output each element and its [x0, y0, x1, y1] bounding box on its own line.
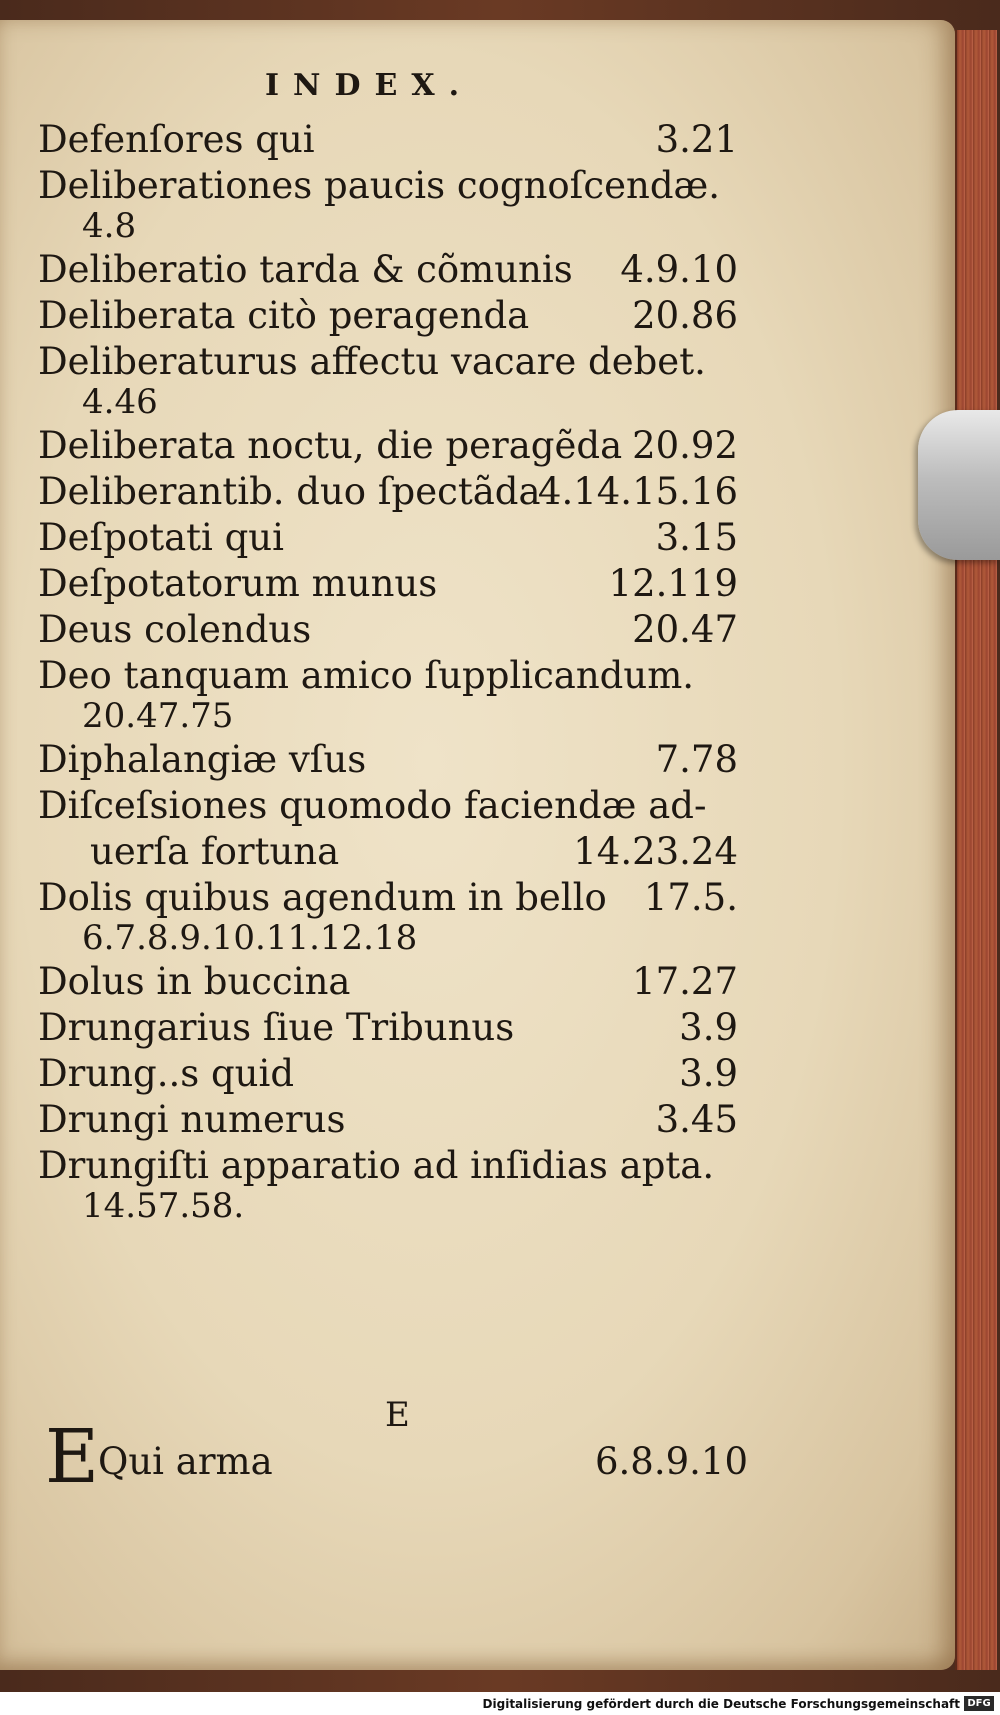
index-entry — [38, 470, 738, 514]
entry-term: Dolis quibus agendum in bello — [38, 876, 607, 919]
last-entry-ref: 6.8.9.10 — [595, 1440, 748, 1483]
entry-term: Deliberantib. duo ſpectãda — [38, 470, 541, 513]
index-entry — [38, 738, 738, 782]
last-entry-term: Qui arma — [98, 1440, 273, 1483]
index-entry — [38, 784, 738, 828]
index-entry — [38, 876, 738, 920]
entry-ref: 3.15 — [655, 516, 738, 559]
entry-ref: 3.9 — [679, 1006, 738, 1049]
entry-ref: 4.9.10 — [620, 248, 738, 291]
dfg-logo-icon: DFG — [964, 1696, 994, 1711]
entry-term: Deliberata noctu, die peragẽda — [38, 424, 623, 467]
index-entry — [38, 654, 738, 698]
index-entry — [38, 1098, 738, 1142]
index-entry — [38, 294, 738, 338]
entry-term: Drungiſti apparatio ad inſidias apta. — [38, 1144, 715, 1187]
index-entry — [38, 164, 738, 208]
index-entry — [38, 1144, 738, 1188]
entry-ref: 17.5. — [643, 876, 738, 919]
entry-term: Dolus in buccina — [38, 960, 351, 1003]
index-entry — [38, 608, 738, 652]
entry-term: Diſceſsiones quomodo faciendæ ad- — [38, 784, 707, 827]
footer-credit: Digitalisierung gefördert durch die Deutsche Forschungsgemeinschaft — [482, 1697, 960, 1711]
entry-ref: 14.23.24 — [573, 830, 738, 873]
entry-ref: 4.14.15.16 — [537, 470, 738, 513]
entry-continuation: 6.7.8.9.10.11.12.18 — [82, 918, 418, 958]
index-entry — [38, 424, 738, 468]
entry-term: Deſpotatorum munus — [38, 562, 438, 605]
entry-term: Drungi numerus — [38, 1098, 346, 1141]
entry-term: Deſpotati qui — [38, 516, 284, 559]
index-entry — [38, 118, 738, 162]
entry-continuation: 20.47.75 — [82, 696, 234, 736]
drop-initial: E — [45, 1414, 100, 1500]
entry-ref: 17.27 — [632, 960, 738, 1003]
entry-ref: 3.9 — [679, 1052, 738, 1095]
entry-term: Deliberationes paucis cognoſcendæ. — [38, 164, 721, 207]
entry-continuation: 4.46 — [82, 382, 158, 422]
index-entry — [38, 340, 738, 384]
entry-term: Deliberata citò peragenda — [38, 294, 530, 337]
entry-ref: 20.86 — [632, 294, 738, 337]
index-entry — [38, 960, 738, 1004]
entry-term: Defenſores qui — [38, 118, 315, 161]
entry-term: Deus colendus — [38, 608, 312, 651]
entry-term: uerſa fortuna — [90, 830, 340, 873]
page-header: INDEX. — [265, 68, 474, 103]
entry-continuation: 4.8 — [82, 206, 137, 246]
entry-term: Deo tanquam amico ſupplicandum. — [38, 654, 695, 697]
entry-ref: 20.47 — [632, 608, 738, 651]
index-entry — [38, 248, 738, 292]
page-edge — [955, 30, 997, 1670]
index-entry — [38, 516, 738, 560]
entry-ref: 7.78 — [655, 738, 738, 781]
entry-ref: 12.119 — [608, 562, 738, 605]
entry-term: Drungarius ſiue Tribunus — [38, 1006, 515, 1049]
entry-ref: 20.92 — [632, 424, 738, 467]
entry-term: Deliberaturus affectu vacare debet. — [38, 340, 706, 383]
entry-continuation: 14.57.58. — [82, 1186, 245, 1226]
entry-ref: 3.21 — [655, 118, 738, 161]
index-entry — [90, 830, 738, 874]
section-letter: E — [385, 1395, 410, 1435]
index-entry — [38, 562, 738, 606]
entry-ref: 3.45 — [655, 1098, 738, 1141]
entry-term: Diphalangiæ vſus — [38, 738, 367, 781]
index-entry — [38, 1006, 738, 1050]
entry-term: Drung..s quid — [38, 1052, 295, 1095]
index-entry — [38, 1052, 738, 1096]
entry-term: Deliberatio tarda & cõmunis — [38, 248, 573, 291]
